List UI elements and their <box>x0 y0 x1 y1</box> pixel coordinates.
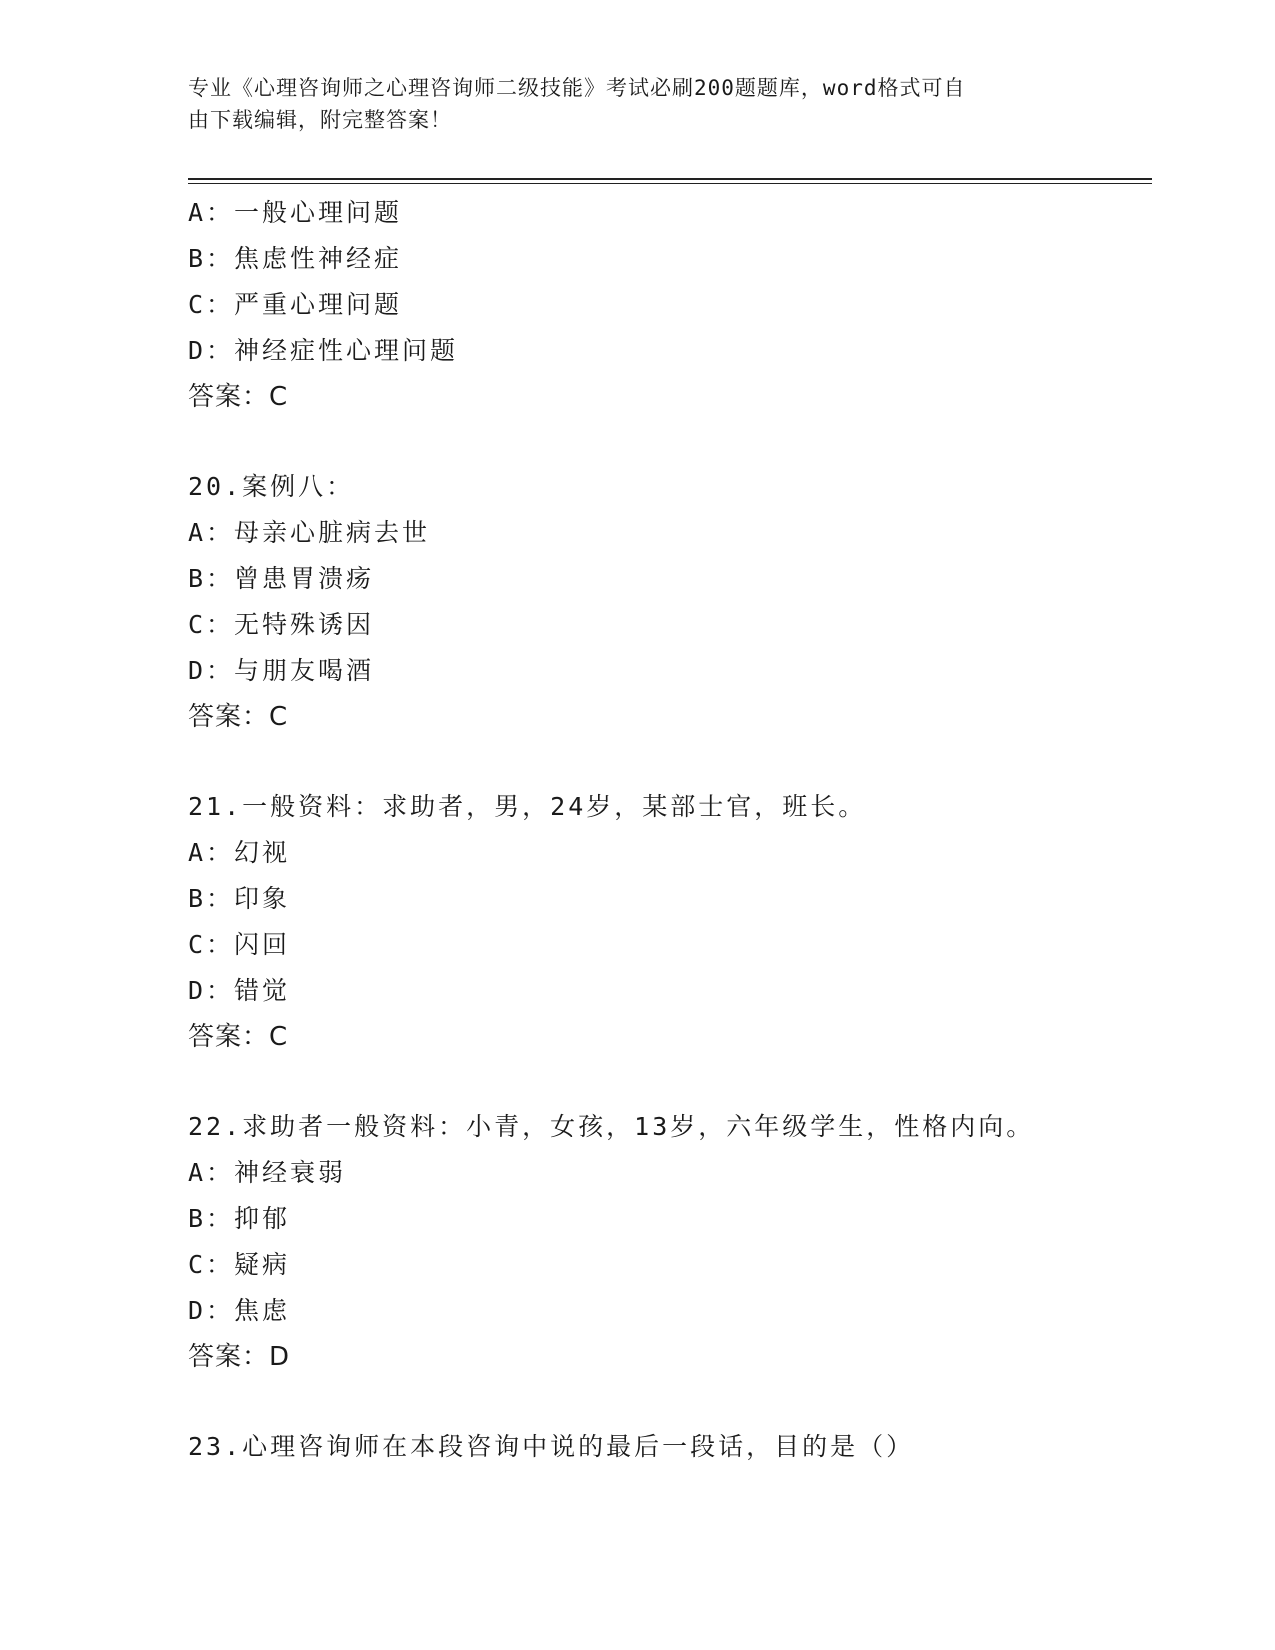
document-intro <box>188 72 1088 136</box>
block-spacer <box>188 1060 1152 1104</box>
intro-line-2: 由下载编辑，附完整答案！ <box>188 108 452 132</box>
option-a: A：幻视 <box>188 838 291 867</box>
answer-line: 答案：C <box>188 702 289 732</box>
option-d: D：焦虑 <box>188 1296 291 1325</box>
question-block-19 <box>188 190 1152 420</box>
option-b: B：抑郁 <box>188 1204 291 1233</box>
option-d: D：神经症性心理问题 <box>188 336 459 365</box>
intro-line-1: 专业《心理咨询师之心理咨询师二级技能》考试必刷200题题库，word格式可自 <box>188 76 966 100</box>
header-divider-thick <box>188 178 1152 180</box>
block-spacer <box>188 740 1152 784</box>
answer-line: 答案：C <box>188 1022 289 1052</box>
option-a: A：一般心理问题 <box>188 198 403 227</box>
option-a: A：母亲心脏病去世 <box>188 518 431 547</box>
option-d: D：与朋友喝酒 <box>188 656 375 685</box>
option-b: B：曾患胃溃疡 <box>188 564 375 593</box>
question-block-23 <box>188 1424 1152 1470</box>
option-c: C：严重心理问题 <box>188 290 403 319</box>
block-spacer <box>188 420 1152 464</box>
question-list <box>188 190 1152 1470</box>
answer-line: 答案：C <box>188 382 289 412</box>
header-divider-thin <box>188 183 1152 184</box>
option-a: A：神经衰弱 <box>188 1158 347 1187</box>
answer-line: 答案：D <box>188 1342 291 1372</box>
option-b: B：印象 <box>188 884 291 913</box>
option-c: C：闪回 <box>188 930 291 959</box>
option-d: D：错觉 <box>188 976 291 1005</box>
block-spacer <box>188 1380 1152 1424</box>
question-block-20 <box>188 464 1152 740</box>
question-block-22 <box>188 1104 1152 1380</box>
question-stem: 22.求助者一般资料：小青，女孩，13岁，六年级学生，性格内向。 <box>188 1112 1035 1141</box>
option-c: C：无特殊诱因 <box>188 610 375 639</box>
question-block-21 <box>188 784 1152 1060</box>
question-stem: 20.案例八： <box>188 472 355 501</box>
question-stem: 23.心理咨询师在本段咨询中说的最后一段话，目的是（） <box>188 1432 915 1461</box>
option-b: B：焦虑性神经症 <box>188 244 403 273</box>
question-stem: 21.一般资料：求助者，男，24岁，某部士官，班长。 <box>188 792 867 821</box>
option-c: C：疑病 <box>188 1250 291 1279</box>
